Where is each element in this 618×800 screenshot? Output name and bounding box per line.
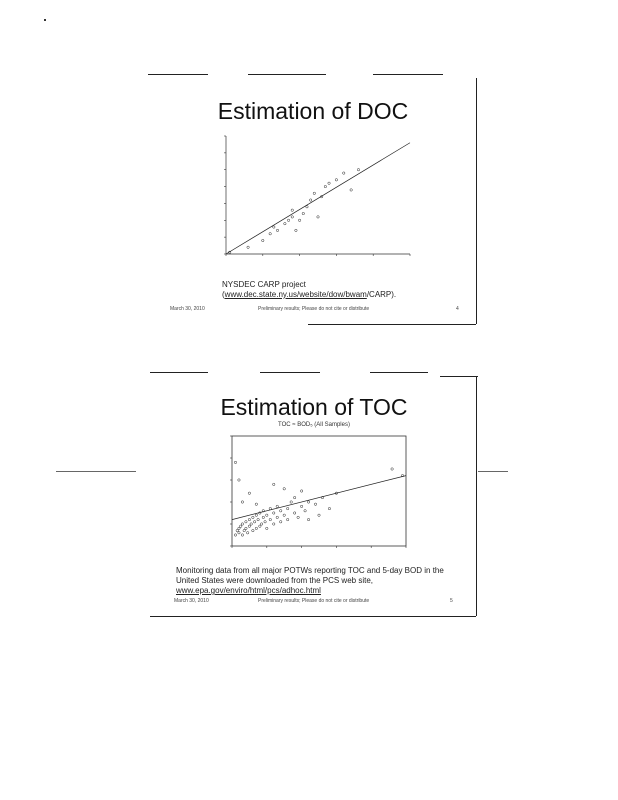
- scan-mark-left: [56, 471, 136, 472]
- toc-scatter-chart: [216, 430, 412, 558]
- data-point: [309, 199, 311, 201]
- caption-link[interactable]: www.epa.gov/enviro/html/pcs/adhoc.html: [176, 586, 321, 595]
- slide-toc: [150, 372, 478, 617]
- scan-speck: [44, 19, 46, 21]
- caption-line: NYSDEC CARP project: [222, 280, 306, 289]
- data-point: [280, 521, 282, 523]
- data-point: [253, 521, 255, 523]
- data-point: [335, 179, 337, 181]
- slide-bottom-edge: [150, 616, 476, 617]
- slide-top-edge: [370, 372, 428, 373]
- data-point: [328, 182, 330, 184]
- data-point: [302, 212, 304, 214]
- data-point: [283, 488, 285, 490]
- data-point: [266, 527, 268, 529]
- data-point: [297, 516, 299, 518]
- slide-bottom-edge: [308, 324, 476, 325]
- data-point: [350, 189, 352, 191]
- data-point: [259, 525, 261, 527]
- data-point: [283, 514, 285, 516]
- data-point: [243, 529, 245, 531]
- data-point: [269, 233, 271, 235]
- data-point: [291, 216, 293, 218]
- footer-note: Preliminary results; Please do not cite or distribute: [258, 598, 370, 604]
- data-point: [240, 525, 242, 527]
- data-point: [313, 192, 315, 194]
- trend-line: [232, 476, 406, 520]
- data-point: [328, 507, 330, 509]
- data-point: [250, 523, 252, 525]
- data-point: [241, 534, 243, 536]
- data-point: [276, 516, 278, 518]
- data-point: [290, 501, 292, 503]
- data-point: [276, 505, 278, 507]
- data-point: [298, 219, 300, 221]
- data-point: [255, 503, 257, 505]
- data-point: [295, 229, 297, 231]
- trend-line: [226, 143, 410, 254]
- data-point: [307, 518, 309, 520]
- data-point: [260, 523, 262, 525]
- data-point: [252, 529, 254, 531]
- data-point: [307, 501, 309, 503]
- footer-date: March 30, 2010: [174, 598, 209, 604]
- data-point: [317, 216, 319, 218]
- data-point: [276, 229, 278, 231]
- slide-top-edge: [148, 74, 208, 75]
- data-point: [287, 219, 289, 221]
- data-point: [264, 521, 266, 523]
- data-point: [343, 172, 345, 174]
- data-point: [318, 514, 320, 516]
- data-point: [300, 505, 302, 507]
- slide-top-edge: [248, 74, 326, 75]
- data-point: [248, 525, 250, 527]
- data-point: [257, 518, 259, 520]
- slide-top-edge: [150, 372, 208, 373]
- data-point: [293, 496, 295, 498]
- data-point: [280, 510, 282, 512]
- caption-line: Monitoring data from all major POTWs reporting TOC and 5-day BOD in the: [176, 566, 444, 575]
- data-point: [248, 492, 250, 494]
- data-point: [241, 523, 243, 525]
- slide-top-edge: [373, 74, 443, 75]
- data-point: [273, 226, 275, 228]
- slide-title: Estimation of TOC: [220, 394, 408, 420]
- slide-top-edge: [440, 376, 478, 377]
- data-point: [238, 532, 240, 534]
- data-point: [291, 209, 293, 211]
- slide-title: Estimation of DOC: [217, 98, 409, 124]
- data-point: [304, 510, 306, 512]
- plot-frame: [232, 436, 406, 546]
- caption-link[interactable]: www.dec.state.ny.us/website/dow/bwam: [224, 290, 367, 299]
- data-point: [262, 516, 264, 518]
- data-point: [238, 479, 240, 481]
- data-point: [391, 468, 393, 470]
- data-point: [246, 532, 248, 534]
- data-point: [262, 239, 264, 241]
- data-point: [255, 527, 257, 529]
- data-point: [245, 521, 247, 523]
- data-point: [247, 246, 249, 248]
- data-point: [293, 512, 295, 514]
- caption-line: (www.dec.state.ny.us/website/dow/bwam/CARP).: [222, 290, 397, 299]
- data-point: [241, 501, 243, 503]
- data-point: [273, 483, 275, 485]
- data-point: [286, 518, 288, 520]
- footer-note: Preliminary results; Please do not cite or distribute: [258, 306, 370, 312]
- data-point: [314, 503, 316, 505]
- data-point: [238, 527, 240, 529]
- data-point: [236, 529, 238, 531]
- data-point: [300, 490, 302, 492]
- data-point: [269, 518, 271, 520]
- footer-date: March 30, 2010: [170, 306, 205, 312]
- caption-line: United States were downloaded from the PCS web site,: [176, 576, 373, 585]
- page-number: 5: [450, 598, 453, 604]
- data-point: [273, 523, 275, 525]
- data-point: [286, 507, 288, 509]
- slide-top-edge: [260, 372, 320, 373]
- data-point: [248, 518, 250, 520]
- data-point: [234, 461, 236, 463]
- data-point: [234, 534, 236, 536]
- data-point: [324, 185, 326, 187]
- slide-subtitle: TOC ≈ BOD₅ (All Samples): [278, 422, 350, 428]
- page-number: 4: [456, 306, 459, 312]
- scan-mark-right: [478, 471, 508, 472]
- data-point: [255, 514, 257, 516]
- data-point: [252, 516, 254, 518]
- caption: [176, 566, 444, 596]
- data-point: [245, 527, 247, 529]
- slide-doc: [148, 74, 478, 326]
- data-point: [266, 514, 268, 516]
- data-point: [357, 169, 359, 171]
- doc-scatter-chart: [214, 132, 414, 268]
- caption: [222, 280, 396, 300]
- data-point: [273, 512, 275, 514]
- data-point: [284, 222, 286, 224]
